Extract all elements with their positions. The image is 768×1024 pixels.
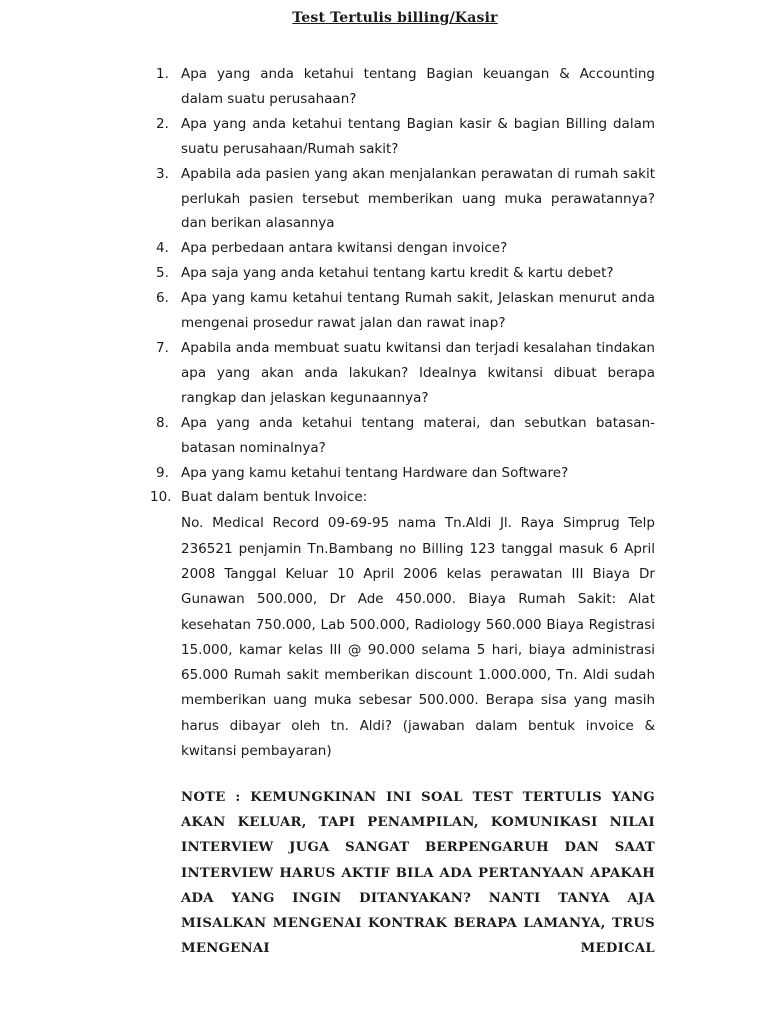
question-item xyxy=(150,336,655,411)
question-item xyxy=(150,461,655,486)
question-text: Apabila anda membuat suatu kwitansi dan terjadi kesalahan tindakan apa yang akan anda lakukan? Idealnya kwitansi dibuat berapa rangkap dan jelaskan kegunaannya? xyxy=(181,339,655,406)
question-text: Apa yang anda ketahui tentang materai, dan sebutkan batasan-batasan nominalnya? xyxy=(181,414,655,456)
question-number: 6. xyxy=(156,290,169,307)
question-item xyxy=(150,286,655,336)
question-item xyxy=(150,411,655,461)
question-number: 9. xyxy=(156,464,169,481)
question-number: 5. xyxy=(156,265,169,282)
invoice-case-detail: No. Medical Record 09-69-95 nama Tn.Aldi Jl. Raya Simprug Telp 236521 penjamin Tn.Bambang no Billing 123 tanggal masuk 6 April 2008 Tanggal Keluar 10 April 2006 kelas perawatan III Biaya Dr Gunawan 500.000, Dr Ade 450.000. Biaya Rumah Sakit: Alat kesehatan 750.000, Lab 500.000, Radiology 560.000 Biaya Registrasi 15.000, kamar kelas III @ 90.000 selama 5 hari, biaya administrasi 65.000 Rumah sakit memberikan discount 1.000.000, Tn. Aldi sudah memberikan uang muka sebesar 500.000. Berapa sisa yang masih harus dibayar oleh tn. Aldi? (jawaban dalam bentuk invoice & kwitansi pembayaran) xyxy=(181,515,655,759)
question-item xyxy=(150,261,655,286)
question-list xyxy=(150,62,655,764)
question-text: Apa saja yang anda ketahui tentang kartu kredit & kartu debet? xyxy=(181,265,614,282)
question-text: Apa yang kamu ketahui tentang Hardware dan Software? xyxy=(181,464,569,481)
document-title: Test Tertulis billing/Kasir xyxy=(292,10,498,26)
question-item xyxy=(150,236,655,261)
question-text: Apa yang anda ketahui tentang Bagian kasir & bagian Billing dalam suatu perusahaan/Rumah sakit? xyxy=(181,115,655,157)
question-number: 10. xyxy=(150,489,172,506)
question-number: 4. xyxy=(156,240,169,257)
question-item xyxy=(150,485,655,764)
question-text: Apa perbedaan antara kwitansi dengan invoice? xyxy=(181,240,508,257)
question-number: 8. xyxy=(156,414,169,431)
note-paragraph: NOTE : KEMUNGKINAN INI SOAL TEST TERTULIS YANG AKAN KELUAR, TAPI PENAMPILAN, KOMUNIKASI NILAI INTERVIEW JUGA SANGAT BERPENGARUH DAN SAAT INTERVIEW HARUS AKTIF BILA ADA PERTANYAAN APAKAH ADA YANG INGIN DITANYAKAN? NANTI TANYA AJA MISALKAN MENGENAI KONTRAK BERAPA LAMANYA, TRUS MENGENAI MEDICAL xyxy=(181,790,655,957)
question-number: 1. xyxy=(156,66,169,82)
question-item xyxy=(150,62,655,112)
question-text: Buat dalam bentuk Invoice: xyxy=(181,489,368,506)
question-text: Apabila ada pasien yang akan menjalankan perawatan di rumah sakit perlukah pasien tersebut memberikan uang muka perawatannya? dan berikan alasannya xyxy=(181,165,655,232)
question-item xyxy=(150,112,655,162)
question-number: 3. xyxy=(156,165,169,182)
question-item xyxy=(150,162,655,237)
question-number: 7. xyxy=(156,339,169,356)
question-number: 2. xyxy=(156,115,169,132)
question-text: Apa yang anda ketahui tentang Bagian keuangan & Accounting dalam suatu perusahaan? xyxy=(181,66,655,107)
question-text: Apa yang kamu ketahui tentang Rumah sakit, Jelaskan menurut anda mengenai prosedur rawat jalan dan rawat inap? xyxy=(181,290,655,332)
